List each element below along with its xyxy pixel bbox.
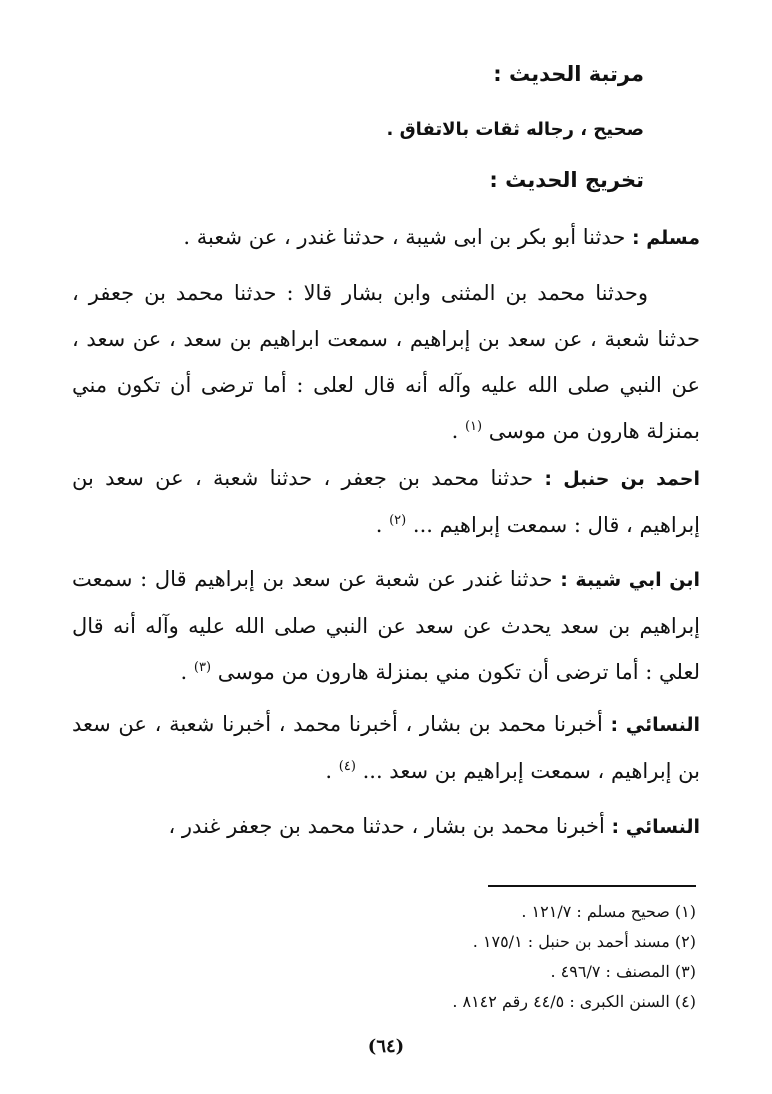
rank-text: صحيح ، رجاله ثقات بالاتفاق . xyxy=(386,119,644,140)
source-label: النسائي : xyxy=(610,714,700,736)
entry-text: حدثنا أبو بكر بن ابى شيبة ، حدثنا غندر ، عن شعبة . xyxy=(183,225,626,249)
entry-muslim xyxy=(72,214,700,261)
entry-tail: . xyxy=(451,419,465,443)
footnote-ref: (٤) xyxy=(338,759,356,774)
footnote-2: (٢) مسند أحمد بن حنبل : ١٧٥/١ . xyxy=(472,932,696,951)
entry-muslim-2 xyxy=(72,270,700,454)
entry-nasai-2 xyxy=(72,803,700,850)
entry-ibn-abi-shayba xyxy=(72,556,700,695)
footnote-ref: (١) xyxy=(464,419,483,434)
entry-nasai-1 xyxy=(72,701,700,794)
entry-text: أخبرنا محمد بن بشار ، حدثنا محمد بن جعفر غندر ، xyxy=(168,814,605,838)
source-label: مسلم : xyxy=(632,227,700,249)
footnote-divider xyxy=(488,885,696,887)
source-label: ابن ابي شيبة : xyxy=(560,569,700,591)
entry-tail: . xyxy=(375,513,390,537)
source-label: النسائي : xyxy=(611,816,700,838)
entry-ahmad xyxy=(72,455,700,548)
rank-heading: مرتبة الحديث : xyxy=(493,62,644,86)
entry-text: حدثنا محمد بن جعفر ، حدثنا شعبة ، عن سعد بن إبراهيم ، قال : سمعت إبراهيم ... xyxy=(72,466,700,537)
entry-text: وحدثنا محمد بن المثنى وابن بشار قالا : حدثنا محمد بن جعفر ، حدثنا شعبة ، عن سعد بن إبراهيم ، سمعت ابراهيم بن سعد ، عن سعد ، عن النبي صلى الله عليه وآله أنه قال لعلى : أما ترضى أن تكون مني بمنزلة هارون من موسى xyxy=(72,281,700,443)
source-label: احمد بن حنبل : xyxy=(544,468,700,490)
entry-text: حدثنا غندر عن شعبة عن سعد بن إبراهيم قال : سمعت إبراهيم بن سعد يحدث عن سعد عن النبي صلى الله عليه وآله أنه قال لعلي : أما ترضى أن تكون مني بمنزلة هارون من موسى xyxy=(72,567,700,684)
footnote-ref: (٣) xyxy=(193,660,212,675)
entry-tail: . xyxy=(325,759,339,783)
footnote-3: (٣) المصنف : ٤٩٦/٧ . xyxy=(550,962,696,981)
footnote-ref: (٢) xyxy=(389,513,407,528)
footnote-1: (١) صحيح مسلم : ١٢١/٧ . xyxy=(521,902,696,921)
page-number: (٦٤) xyxy=(367,1036,405,1057)
footnote-4: (٤) السنن الكبرى : ٤٤/٥ رقم ٨١٤٢ . xyxy=(452,992,696,1011)
takhrij-heading: تخريج الحديث : xyxy=(489,168,644,192)
entry-text: أخبرنا محمد بن بشار ، أخبرنا محمد ، أخبرنا شعبة ، عن سعد بن إبراهيم ، سمعت إبراهيم بن سعد ... xyxy=(72,712,700,783)
entry-tail: . xyxy=(180,660,194,684)
